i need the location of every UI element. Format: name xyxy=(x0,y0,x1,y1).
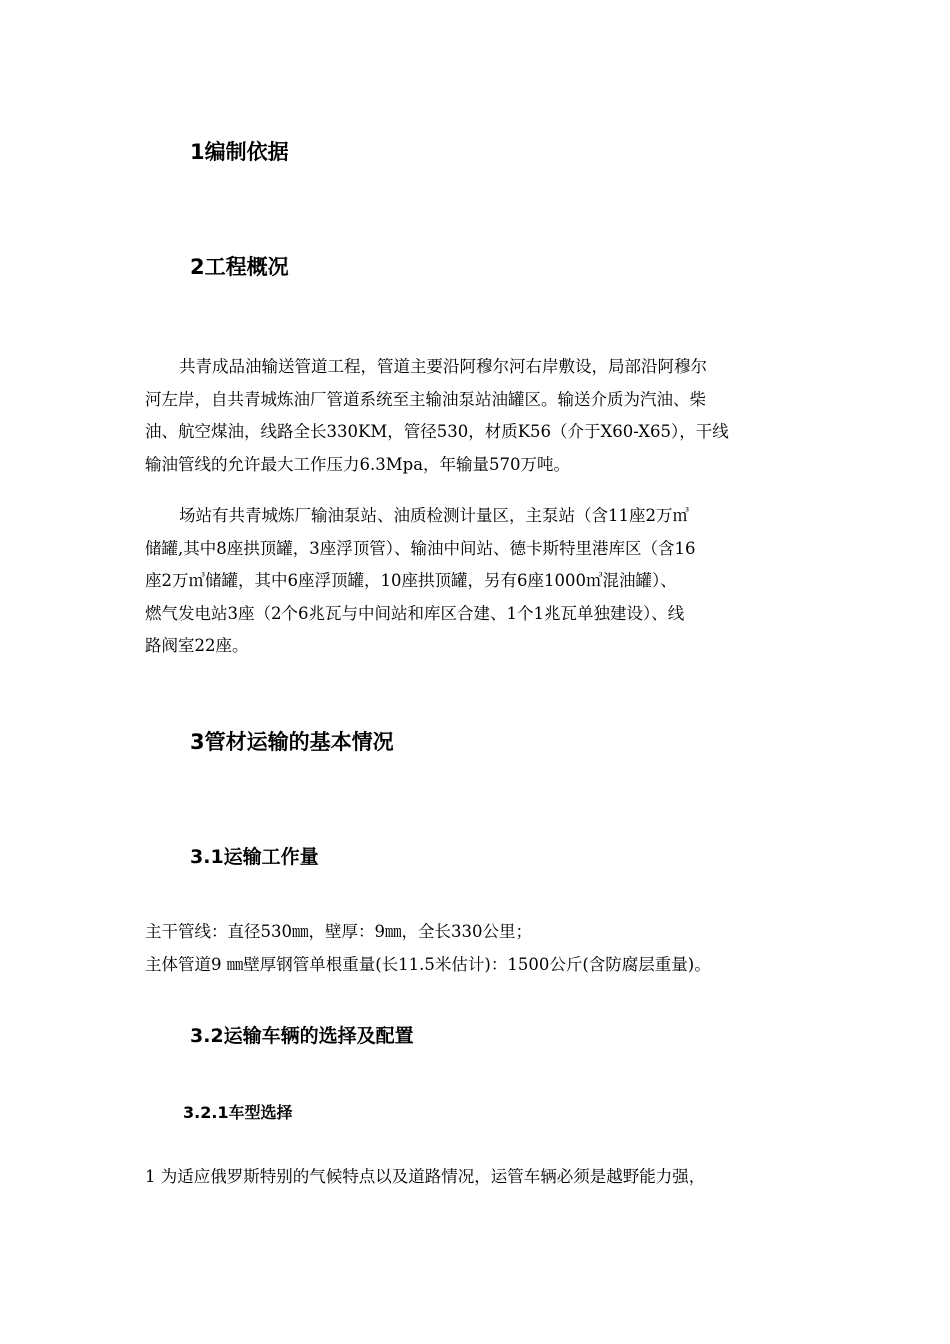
overview-paragraph-2 xyxy=(145,500,810,663)
text-line: 燃气发电站3座（2个6兆瓦与中间站和库区合建、1个1兆瓦单独建设）、线 xyxy=(145,603,685,623)
section-heading-3: 3管材运输的基本情况 xyxy=(190,730,394,754)
text-line: 场站有共青城炼厂输油泵站、油质检测计量区，主泵站（含11座2万㎥ xyxy=(179,506,689,525)
text-line: 河左岸，自共青城炼油厂管道系统至主输油泵站油罐区。输送介质为汽油、柴 xyxy=(145,389,706,409)
text-line: 共青成品油输送管道工程，管道主要沿阿穆尔河右岸敷设，局部沿阿穆尔 xyxy=(179,357,707,376)
vehicle-paragraph xyxy=(145,1161,810,1194)
text-line: 储罐,其中8座拱顶罐，3座浮顶管）、输油中间站、德卡斯特里港库区（含16 xyxy=(145,538,696,558)
subsection-heading-3-2-1: 3.2.1车型选择 xyxy=(183,1103,293,1122)
text-line: 路阀室22座。 xyxy=(145,636,249,655)
text-line: 主干管线：直径530㎜，壁厚：9㎜，全长330公里； xyxy=(145,922,532,941)
text-line: 输油管线的允许最大工作压力6.3Mpa，年输量570万吨。 xyxy=(145,454,571,474)
subsection-heading-3-2: 3.2运输车辆的选择及配置 xyxy=(190,1025,414,1047)
text-line: 油、航空煤油，线路全长330KM，管径530，材质K56（介于X60-X65），干线 xyxy=(145,422,729,441)
subsection-heading-3-1: 3.1运输工作量 xyxy=(190,846,319,868)
overview-paragraph-1 xyxy=(145,351,810,481)
text-line: 座2万㎥储罐，其中6座浮顶罐，10座拱顶罐，另有6座1000㎥混油罐）、 xyxy=(145,571,677,590)
text-line: 1 为适应俄罗斯特别的气候特点以及道路情况，运管车辆必须是越野能力强， xyxy=(145,1167,706,1186)
section-heading-2: 2工程概况 xyxy=(190,255,289,279)
section-heading-1: 1编制依据 xyxy=(190,140,289,164)
workload-paragraph xyxy=(145,916,810,981)
text-line: 主体管道9 ㎜壁厚钢管单根重量(长11.5米估计)：1500公斤(含防腐层重量)。 xyxy=(145,954,711,974)
